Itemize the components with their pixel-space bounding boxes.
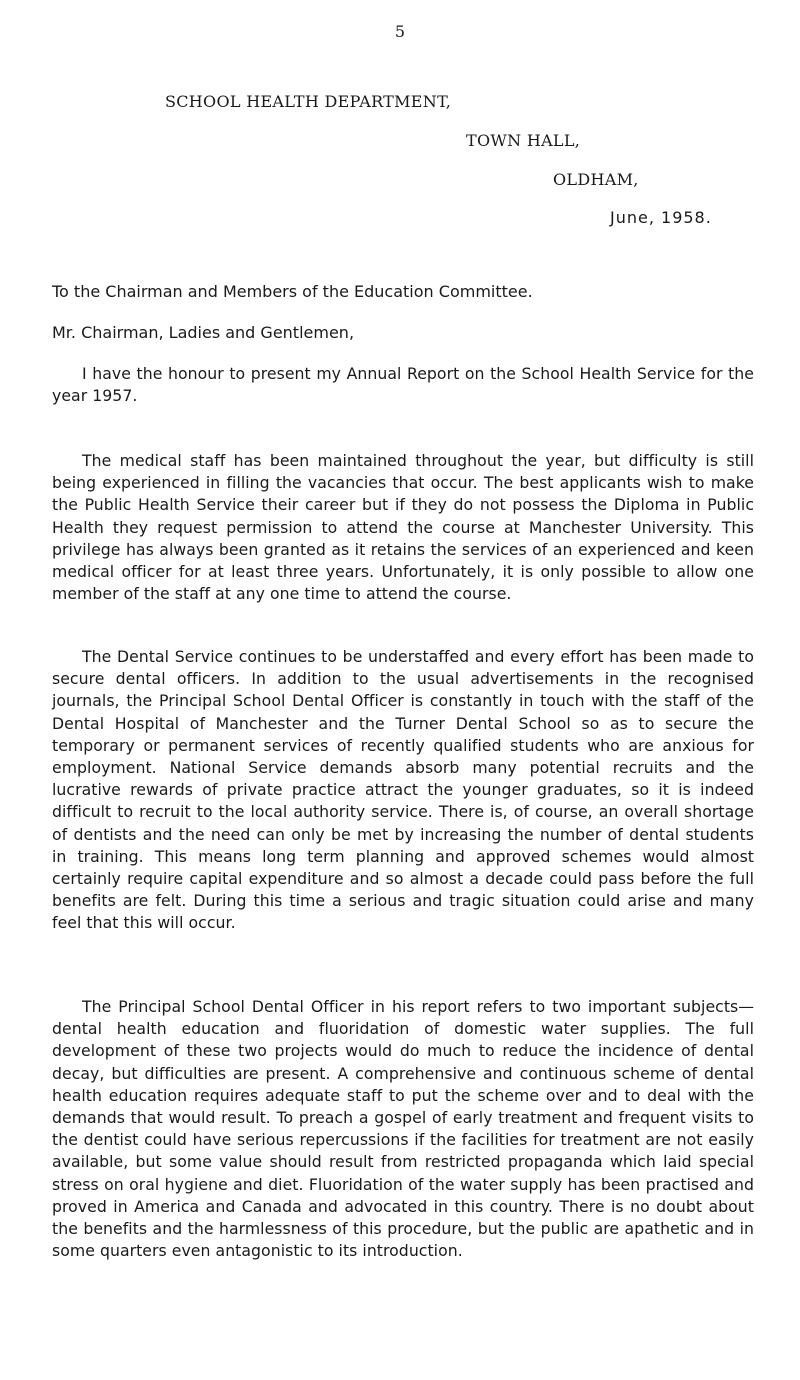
letterhead-department: SCHOOL HEALTH DEPARTMENT, <box>165 92 452 111</box>
paragraph-dental-education: The Principal School Dental Officer in his report refers to two important subjects—dental health education and fluoridation of domestic water supplies. The full development of these two projects would do much to reduce the incidence of dental decay, but difficulties are present. A comprehensive and continuous scheme of dental health education requires adequate staff to put the scheme over and to deal with the demands that would result. To preach a gospel of early treatment and frequent visits to the dentist could have serious repercussions if the facilities for treatment are not easily available, but some value should result from restricted propaganda which laid special stress on oral hygiene and diet. Fluoridation of the water supply has been practised and proved in America and Canada and advocated in this country. There is no doubt about the benefits and the harmlessness of this procedure, but the public are apathetic and in some quarters even antagonistic to its introduction. <box>52 997 754 1261</box>
letterhead-town: OLDHAM, <box>553 170 639 189</box>
greeting-line: Mr. Chairman, Ladies and Gentlemen, <box>52 323 355 342</box>
addressee-line: To the Chairman and Members of the Education Committee. <box>52 282 533 301</box>
letterhead-building: TOWN HALL, <box>466 131 581 150</box>
paragraph-medical-staff: The medical staff has been maintained throughout the year, but difficulty is still being experienced in filling the vacancies that occur. The best applicants wish to make the Public Health Service their career but if they do not possess the Diploma in Public Health they request permission to attend the course at Manchester University. This privilege has always been granted as it retains the services of an experienced and keen medical officer for at least three years. Unfortunately, it is only possible to allow one member of the staff at any one time to attend the course. <box>52 451 754 604</box>
paragraph-intro: I have the honour to present my Annual Report on the School Health Service for the year 1957. <box>52 364 754 406</box>
letter-date: June, 1958. <box>610 208 712 227</box>
paragraph-dental-service: The Dental Service continues to be understaffed and every effort has been made to secure dental officers. In addition to the usual advertisements in the recognised journals, the Principal School Dental Officer is constantly in touch with the staff of the Dental Hospital of Manchester and the Turner Dental School so as to secure the temporary or permanent services of recently qualified students who are anxious for employment. National Service demands absorb many potential recruits and the lucrative rewards of private practice attract the younger graduates, so it is indeed difficult to recruit to the local authority service. There is, of course, an overall shortage of dentists and the need can only be met by increasing the number of dental students in training. This means long term planning and approved schemes would almost certainly require capital expenditure and so almost a decade could pass before the full benefits are felt. During this time a serious and tragic situation could arise and many feel that this will occur. <box>52 647 754 933</box>
page-number: 5 <box>394 22 406 41</box>
